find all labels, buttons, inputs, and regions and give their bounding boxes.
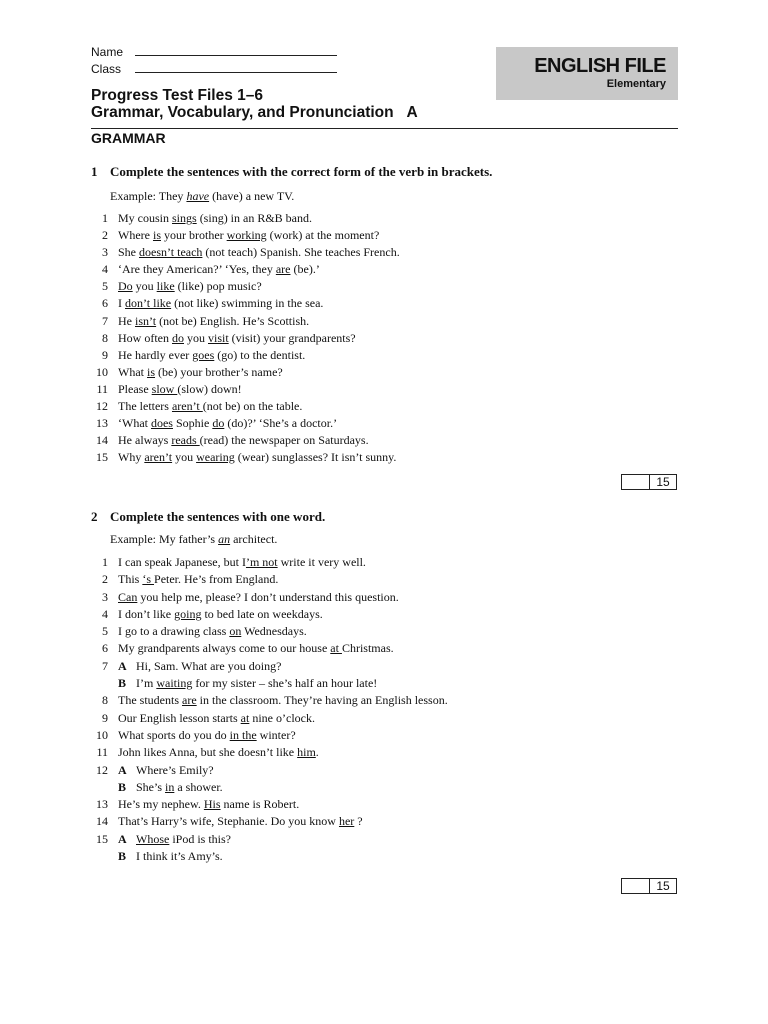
sentence-text: (visit) your grandparents? <box>228 330 356 345</box>
english-file-logo <box>496 47 678 100</box>
answer-text[interactable]: Do <box>118 279 133 294</box>
test-title <box>91 87 263 105</box>
sentence-text: your brother <box>161 228 227 243</box>
question-number: 8 <box>102 330 108 345</box>
exercise1-number: 1 <box>91 164 98 179</box>
exercise1-score-box[interactable] <box>621 474 677 490</box>
test-subtitle <box>91 104 418 122</box>
question-number: 6 <box>102 296 108 311</box>
exercise1-list <box>91 210 400 466</box>
question-row <box>91 623 448 640</box>
answer-text[interactable]: sings <box>172 211 197 225</box>
sentence-text: I think it’s Amy’s. <box>136 849 223 864</box>
sentence-text: (not be) on the table. <box>202 399 303 414</box>
question-row <box>91 675 448 692</box>
exercise2-score-total: 15 <box>656 879 670 893</box>
question-number: 1 <box>102 555 108 569</box>
answer-text[interactable]: ‘s <box>142 572 155 587</box>
sentence-text: The students <box>118 693 182 708</box>
question-number: 14 <box>96 433 108 448</box>
sentence-text: you help me, please? I don’t understand this question. <box>137 589 399 604</box>
sentence-text: in the classroom. They’re having an English lesson. <box>196 693 448 708</box>
answer-text[interactable]: waiting <box>156 676 193 691</box>
name-line[interactable] <box>135 46 337 56</box>
sentence-text: iPod is this? <box>169 831 232 846</box>
sentence-text: write it very well. <box>277 555 366 569</box>
sentence-text: She <box>118 245 139 260</box>
sentence-text: (not like) swimming in the sea. <box>171 296 324 311</box>
logo-subtitle: Elementary <box>606 78 666 90</box>
exercise1-instruction-text: Complete the sentences with the correct form of the verb in brackets. <box>110 164 493 179</box>
question-row <box>91 796 448 813</box>
answer-text[interactable]: have <box>186 189 210 203</box>
question-row <box>91 848 448 865</box>
sentence-text: (not be) English. He’s Scottish. <box>156 313 310 328</box>
question-number: 7 <box>102 658 108 673</box>
sentence-text: The letters <box>118 399 172 414</box>
header-rule <box>91 128 678 129</box>
sentence-text: (be).’ <box>290 262 320 277</box>
exercise2-score-box[interactable] <box>621 878 677 894</box>
answer-text[interactable]: aren’t <box>171 399 203 414</box>
sentence-text: you <box>172 450 197 465</box>
sentence-text: (like) pop music? <box>174 279 262 294</box>
exercise1-score-total: 15 <box>656 475 670 489</box>
sentence-text: What <box>118 364 147 379</box>
answer-text[interactable]: are <box>275 262 291 277</box>
question-row <box>91 261 400 278</box>
exercise2-instruction-text: Complete the sentences with one word. <box>110 509 326 524</box>
question-row <box>91 813 448 830</box>
sentence-text: Our English lesson starts <box>118 710 241 725</box>
speaker-label: A <box>118 762 127 777</box>
class-line[interactable] <box>135 63 337 73</box>
question-number: 15 <box>96 450 108 465</box>
answer-text[interactable]: at <box>330 641 342 656</box>
question-row <box>91 744 448 761</box>
question-number: 9 <box>102 710 108 725</box>
question-row <box>91 295 400 312</box>
question-number: 7 <box>102 313 108 328</box>
question-row <box>91 779 448 796</box>
test-version: A <box>406 104 418 121</box>
question-row <box>91 589 448 606</box>
sentence-text: He always <box>118 433 172 448</box>
answer-text[interactable]: slow <box>151 381 178 396</box>
sentence-text: (read) the newspaper on Saturdays. <box>199 433 369 448</box>
question-row <box>91 606 448 623</box>
answer-text[interactable]: visit <box>208 330 229 345</box>
speaker-label: A <box>118 658 127 673</box>
question-row <box>91 640 448 657</box>
question-row <box>91 227 400 244</box>
sentence-text: (have) a new TV. <box>209 189 295 203</box>
answer-text[interactable]: do <box>212 416 225 431</box>
question-row <box>91 347 400 364</box>
sentence-text: He hardly ever <box>118 347 193 362</box>
answer-text[interactable]: Whose <box>136 831 170 846</box>
question-row <box>91 398 400 415</box>
sentence-text: winter? <box>256 727 296 742</box>
question-row <box>91 658 448 675</box>
question-number: 2 <box>102 228 108 243</box>
question-number: 6 <box>102 641 108 656</box>
test-title-line2: Grammar, Vocabulary, and Pronunciation <box>91 104 394 121</box>
exercise2-number: 2 <box>91 509 98 524</box>
sentence-text: How often <box>118 330 172 345</box>
name-field[interactable] <box>91 45 337 59</box>
answer-text[interactable]: going <box>174 606 202 621</box>
answer-text[interactable]: are <box>182 693 197 708</box>
sentence-text: you <box>184 330 208 345</box>
sentence-text: My grandparents always come to our house <box>118 641 331 656</box>
sentence-text: (not teach) Spanish. She teaches French. <box>202 245 400 260</box>
answer-text[interactable]: goes <box>192 347 215 362</box>
sentence-text: for my sister – she’s half an hour late! <box>192 676 378 691</box>
sentence-text: (sing) in an R&B band. <box>196 211 313 225</box>
answer-text[interactable]: is <box>152 228 161 243</box>
answer-text[interactable]: at <box>240 710 250 725</box>
question-row <box>91 554 448 571</box>
sentence-text: Where <box>118 228 153 243</box>
answer-text[interactable]: Can <box>118 589 138 604</box>
question-row <box>91 381 400 398</box>
sentence-text: (go) to the dentist. <box>214 347 306 362</box>
answer-text[interactable]: aren’t <box>144 450 173 465</box>
answer-text[interactable]: does <box>150 416 173 431</box>
sentence-text: (be) your brother’s name? <box>155 364 283 379</box>
sentence-text: to bed late on weekdays. <box>201 606 323 621</box>
question-number: 8 <box>102 693 108 708</box>
question-row <box>91 762 448 779</box>
sentence-text: (slow) down! <box>177 381 242 396</box>
answer-text[interactable]: do <box>172 330 184 345</box>
sentence-text: I’m <box>136 676 157 691</box>
answer-text[interactable]: on <box>229 624 242 639</box>
exercise1-example <box>110 189 294 204</box>
sentence-text: Wednesdays. <box>241 624 307 639</box>
sentence-text: Sophie <box>172 416 213 431</box>
sentence-text: I go to a drawing class <box>118 624 230 639</box>
question-number: 5 <box>102 279 108 294</box>
question-row <box>91 364 400 381</box>
sentence-text: Christmas. <box>341 641 394 656</box>
question-row <box>91 278 400 295</box>
question-row <box>91 330 400 347</box>
question-row <box>91 831 448 848</box>
speaker-label: A <box>118 831 127 846</box>
sentence-text: you <box>132 279 157 294</box>
sentence-text: (do)?’ ‘She’s a doctor.’ <box>224 416 338 431</box>
sentence-text: Please <box>118 381 152 396</box>
speaker-label: B <box>118 849 127 864</box>
answer-text[interactable]: in the <box>229 727 257 742</box>
sentence-text: Example: My father’s <box>110 532 219 546</box>
answer-text[interactable]: her <box>338 814 355 829</box>
section-heading: GRAMMAR <box>91 130 166 146</box>
sentence-text: Hi, Sam. What are you doing? <box>136 658 282 673</box>
question-row <box>91 210 400 227</box>
answer-text[interactable]: isn’t <box>135 313 157 328</box>
question-number: 5 <box>102 624 108 639</box>
logo-title: ENGLISH FILE <box>534 55 666 77</box>
question-number: 11 <box>96 381 108 396</box>
exercise2-list <box>91 554 448 865</box>
question-row <box>91 244 400 261</box>
sentence-text: That’s Harry’s wife, Stephanie. Do you know <box>118 814 339 829</box>
exercise1-instruction <box>91 164 492 180</box>
exercise2-instruction <box>91 509 325 525</box>
sentence-text: She’s <box>136 779 166 794</box>
sentence-text: name is Robert. <box>220 797 300 812</box>
name-label: Name <box>91 45 124 59</box>
exercise2-example <box>110 532 277 547</box>
question-number: 1 <box>102 211 108 225</box>
question-number: 10 <box>96 364 108 379</box>
question-number: 11 <box>96 745 108 760</box>
question-number: 12 <box>96 762 108 777</box>
answer-text[interactable]: ’m not <box>245 555 278 569</box>
sentence-text: ? <box>354 814 363 829</box>
question-number: 4 <box>102 262 108 277</box>
sentence-text: My cousin <box>118 211 172 225</box>
question-row <box>91 727 448 744</box>
sentence-text: He’s my nephew. <box>118 797 204 812</box>
question-number: 9 <box>102 347 108 362</box>
sentence-text: (wear) sunglasses? It isn’t sunny. <box>234 450 397 465</box>
sentence-text: I don’t like <box>118 606 175 621</box>
question-row <box>91 432 400 449</box>
answer-text[interactable]: don’t like <box>125 296 172 311</box>
answer-text[interactable]: like <box>156 279 175 294</box>
sentence-text: He <box>118 313 135 328</box>
sentence-text: (work) at the moment? <box>266 228 380 243</box>
answer-text[interactable]: His <box>203 797 221 812</box>
question-number: 10 <box>96 727 108 742</box>
sentence-text: This <box>118 572 143 587</box>
answer-text[interactable]: him <box>297 745 316 760</box>
sentence-text: architect. <box>230 532 278 546</box>
answer-text[interactable]: an <box>218 532 231 546</box>
test-title-line1: Progress Test Files 1–6 <box>91 87 264 104</box>
answer-text[interactable]: reads <box>171 433 200 448</box>
question-number: 12 <box>96 399 108 414</box>
answer-text[interactable]: wearing <box>196 450 235 465</box>
sentence-text: I can speak Japanese, but I <box>118 555 246 569</box>
question-number: 4 <box>102 606 108 621</box>
class-field[interactable] <box>91 62 337 76</box>
class-label: Class <box>91 62 122 76</box>
question-number: 2 <box>102 572 108 587</box>
sentence-text: John likes Anna, but she doesn’t like <box>118 745 298 760</box>
answer-text[interactable]: working <box>226 228 267 243</box>
sentence-text: Peter. He’s from England. <box>154 572 279 587</box>
answer-text[interactable]: doesn’t teach <box>139 245 203 260</box>
speaker-label: B <box>118 676 127 691</box>
sentence-text: ‘Are they American?’ ‘Yes, they <box>118 262 276 277</box>
sentence-text: Where’s Emily? <box>136 762 214 777</box>
speaker-label: B <box>118 779 127 794</box>
question-number: 3 <box>102 589 108 604</box>
question-row <box>91 415 400 432</box>
question-row <box>91 692 448 709</box>
question-row <box>91 710 448 727</box>
question-row <box>91 313 400 330</box>
sentence-text: . <box>315 745 319 760</box>
answer-text[interactable]: in <box>165 779 175 794</box>
sentence-text: nine o’clock. <box>249 710 315 725</box>
sentence-text: ‘What <box>118 416 151 431</box>
answer-text[interactable]: is <box>147 364 156 379</box>
question-number: 13 <box>96 797 108 812</box>
question-row <box>91 449 400 466</box>
question-number: 15 <box>96 831 108 846</box>
question-number: 3 <box>102 245 108 260</box>
question-row <box>91 571 448 588</box>
question-number: 13 <box>96 416 108 431</box>
sentence-text: I <box>118 296 125 311</box>
question-number: 14 <box>96 814 108 829</box>
sentence-text: Why <box>118 450 145 465</box>
sentence-text: What sports do you do <box>118 727 230 742</box>
sentence-text: a shower. <box>174 779 223 794</box>
sentence-text: Example: They <box>110 189 187 203</box>
